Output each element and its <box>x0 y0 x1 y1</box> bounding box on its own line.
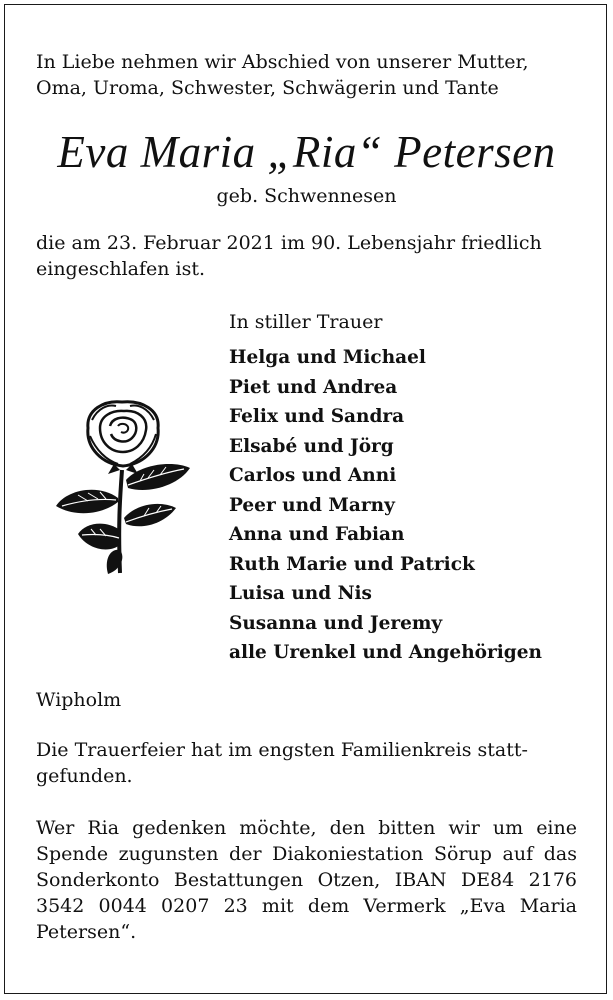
mourner-item: Anna und Fabian <box>229 524 405 545</box>
funeral-note: Die Trauerfeier hat im engsten Familienkreis statt- gefunden. <box>36 739 528 787</box>
mourner-item: Luisa und Nis <box>229 583 372 604</box>
mourner-item: Ruth Marie und Patrick <box>229 553 475 575</box>
mourner-item: Piet und Andrea <box>229 376 398 398</box>
mourners-list <box>229 343 542 668</box>
mourning-phrase: In stiller Trauer <box>229 311 383 333</box>
mourner-item: Helga und Michael <box>229 347 426 368</box>
mourner-item: Felix und Sandra <box>229 406 405 427</box>
mourner-item: alle Urenkel und Angehörigen <box>229 642 542 663</box>
deceased-name: Eva Maria „Ria“ Petersen <box>57 127 556 177</box>
place-text: Wipholm <box>36 689 122 711</box>
mourner-item: Carlos und Anni <box>229 465 397 486</box>
intro-text: In Liebe nehmen wir Abschied von unserer Mutter, Oma, Uroma, Schwester, Schwägerin und Tante <box>36 51 529 99</box>
mourner-item: Susanna und Jeremy <box>229 612 443 634</box>
mourner-item: Peer und Marny <box>229 494 395 516</box>
birth-name: geb. Schwennesen <box>216 185 397 207</box>
donation-note: Wer Ria gedenken möchte, den bitten wir um eine Spende zugunsten der Diakoniestation Sörup auf das Sonderkonto Bestattungen Otzen, IBAN DE84 2176 3542 0044 0207 23 mit dem Vermerk „Eva Maria Petersen“. <box>36 817 577 943</box>
rose-icon <box>48 398 198 578</box>
mourner-item: Elsabé und Jörg <box>229 435 394 457</box>
death-notice: die am 23. Februar 2021 im 90. Lebensjahr friedlich eingeschlafen ist. <box>36 232 542 280</box>
